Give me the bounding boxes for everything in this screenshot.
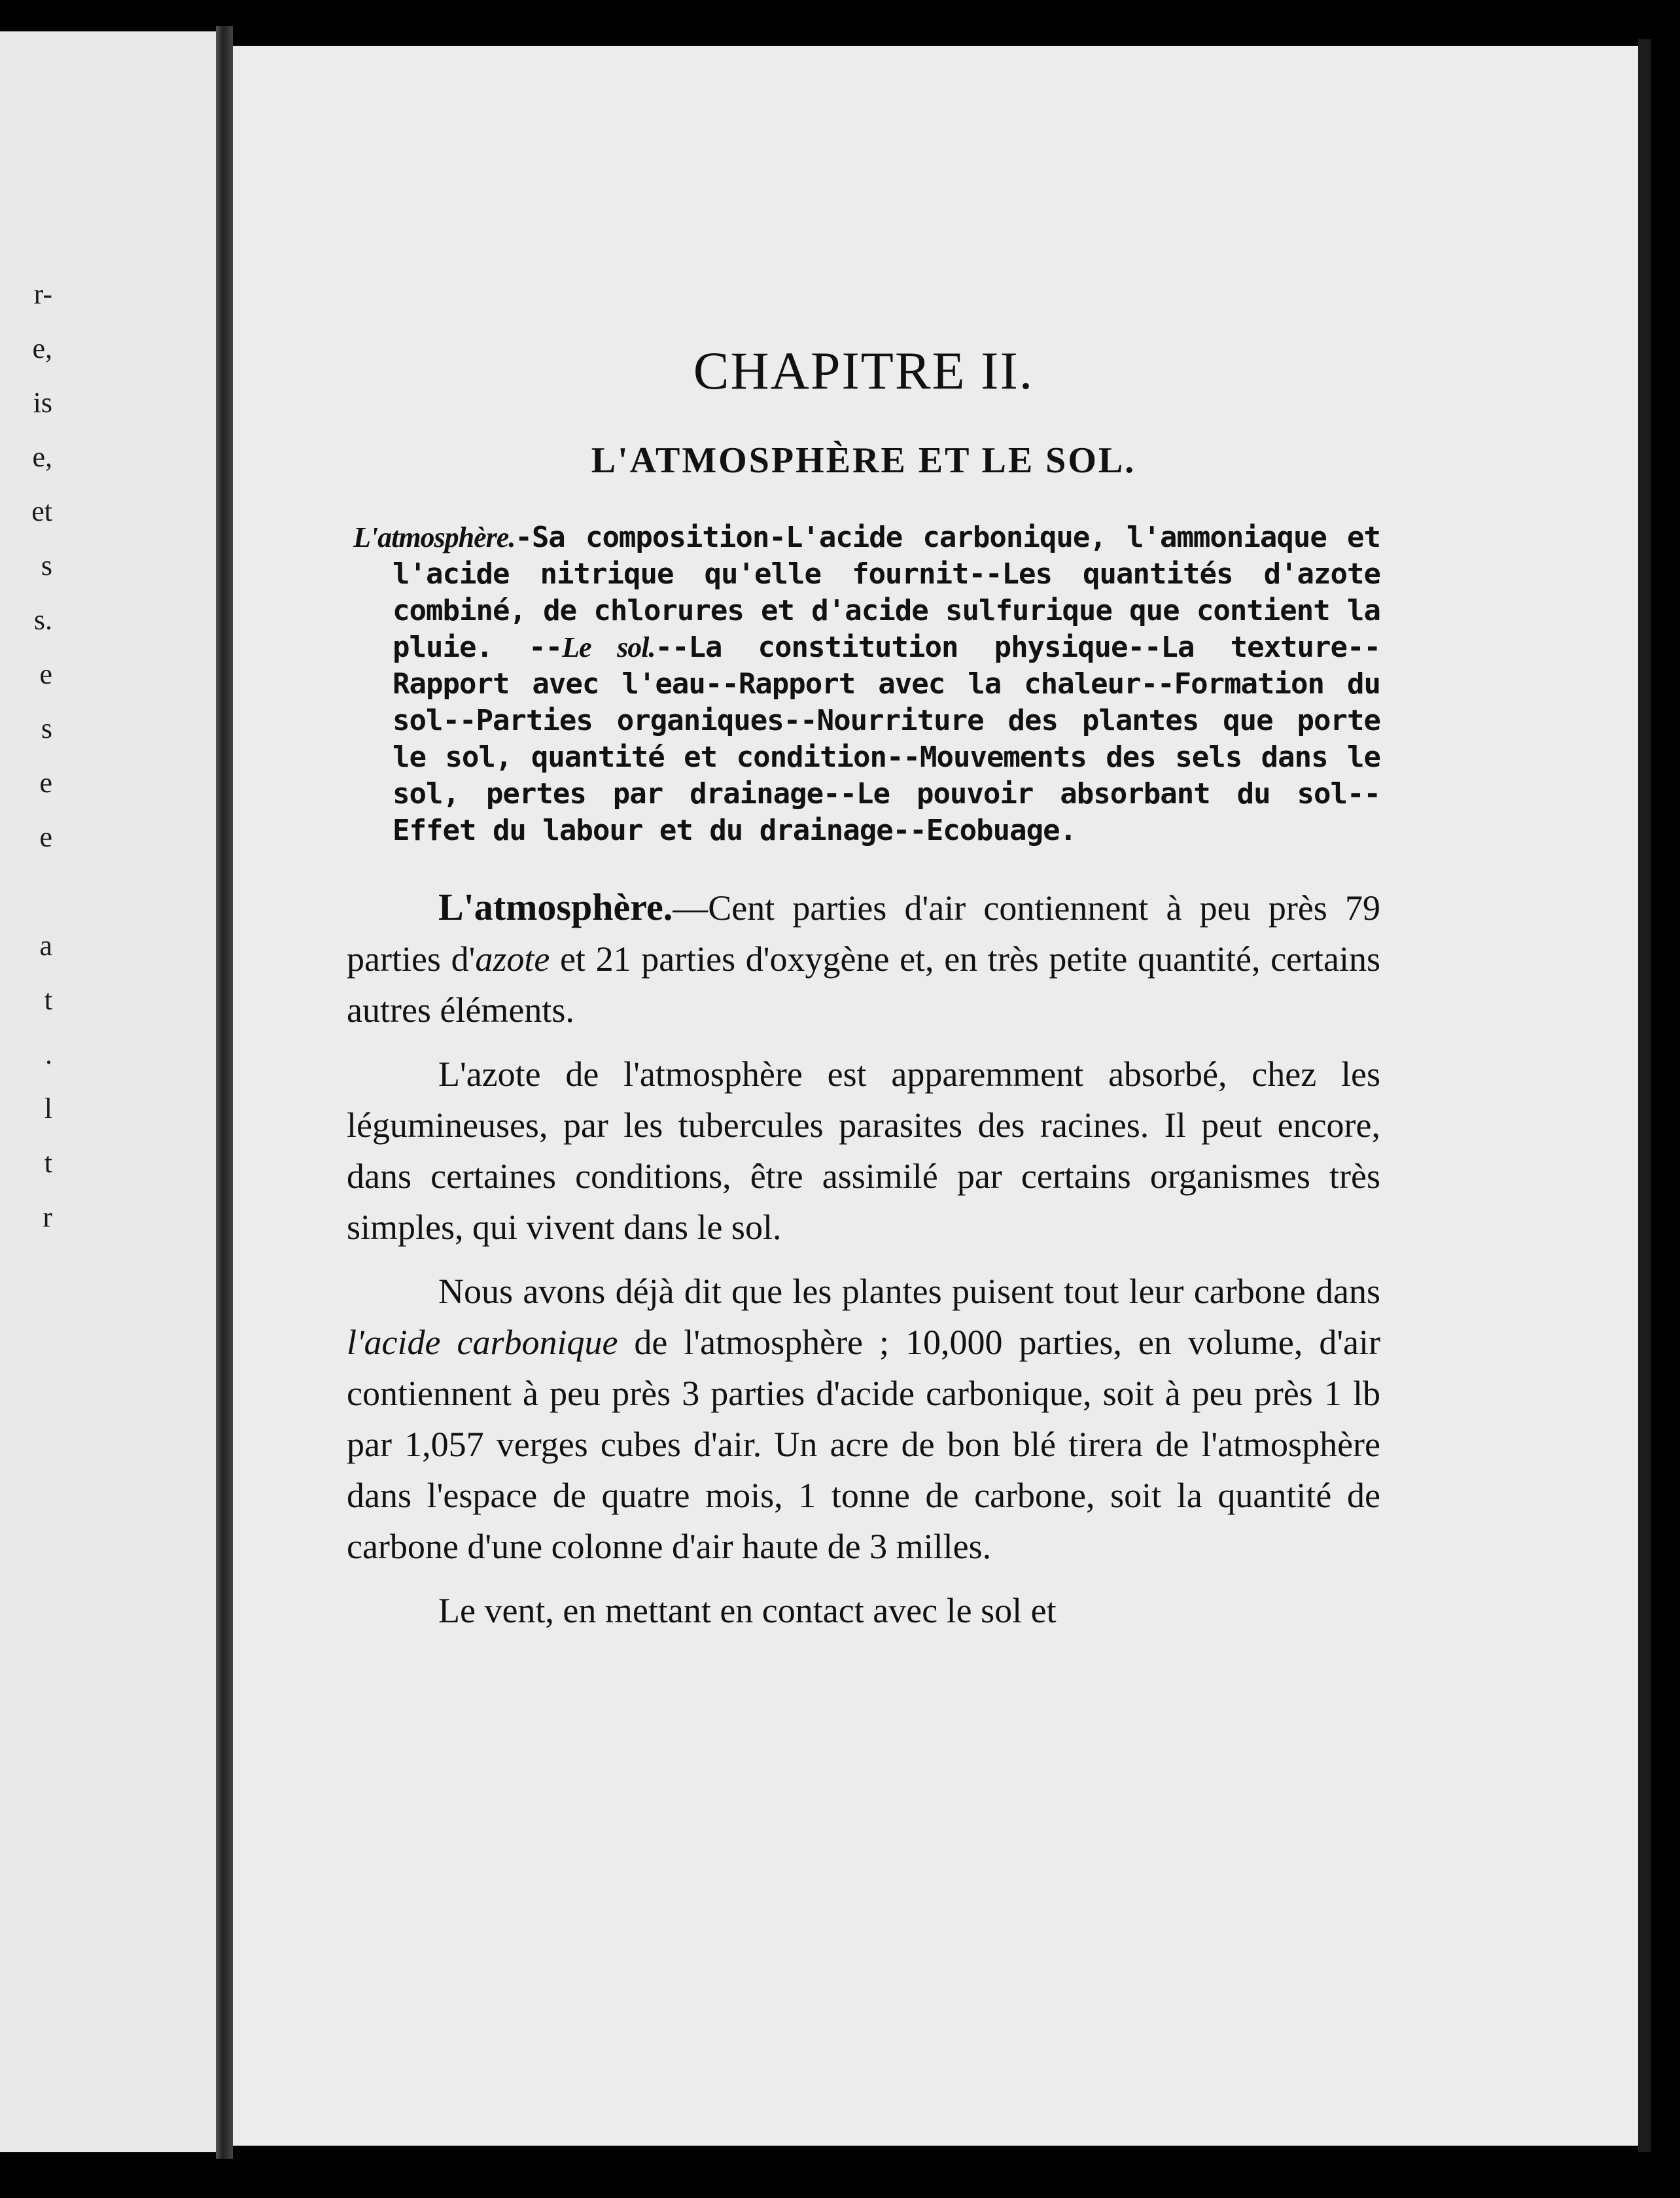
fragment-line: e [39,658,52,690]
paragraph-text: —Cent parties d'air contiennent à peu près 79 parties d' [347,888,1380,979]
fragment-line [0,864,52,918]
fragment-line: s [41,712,52,744]
summary-text-atmosphere: -Sa composition-L'acide carbonique, l'ammoniaque et l'acide nitrique qu'elle fournit--Les quantités d'azote combiné, de chlorures et d'acide sulfurique que contient la pluie. -- [393,521,1380,664]
left-page [0,31,222,2152]
left-page-text-fragments [0,267,52,1244]
fragment-line: l [44,1092,52,1125]
fragment-line: t [44,1147,52,1179]
fragment-line: s [41,550,52,582]
section-title: L'ATMOSPHÈRE ET LE SOL. [591,440,1136,481]
page-content [347,340,1380,1649]
chapter-summary [353,519,1380,849]
fragment-line: e, [32,441,52,473]
summary-lead-sol: Le sol. [562,631,656,663]
paragraph-vent: Le vent, en mettant en contact avec le sol et [438,1591,1057,1630]
fragment-line: et [31,495,52,527]
fragment-line: s. [33,604,52,636]
fragment-line: a [39,930,52,962]
paragraph-atmosphere [347,882,1380,1036]
fragment-line: . [45,1038,52,1070]
summary-text-sol: --La constitution physique--La texture--Rapport avec l'eau--Rapport avec la chaleur--Formation du sol--Parties organiques--Nourriture des plantes que porte le sol, quantité et condition--Mouvements des sels dans le sol, pertes par drainage--Le pouvoir absorbant du sol--Effet du labour et du drainage--Ecobuage. [393,631,1380,847]
chapter-title: CHAPITRE II. [693,341,1034,400]
paragraph-carbone [347,1266,1380,1572]
fragment-line: t [44,984,52,1016]
fragment-line: is [33,387,52,419]
fragment-line: e [39,767,52,799]
summary-lead-atmosphere: L'atmosphère. [353,521,516,553]
page-edge-shadow [1638,39,1651,2152]
paragraph-italic: azote [475,939,550,979]
fragment-line: r [43,1201,52,1233]
paragraph-text: et 21 parties d'oxygène et, en très petite quantité, certains autres éléments. [347,939,1380,1030]
paragraph-text: de l'atmosphère ; 10,000 parties, en volume, d'air contiennent à peu près 3 parties d'acide carbonique, soit à peu près 1 lb par 1,057 verges cubes d'air. Un acre de bon blé tirera de l'atmosphère dans l'espace de quatre mois, 1 tonne de carbone, soit la quantité de carbone d'une colonne d'air haute de 3 milles. [347,1323,1380,1566]
paragraph-text: Nous avons déjà dit que les plantes puisent tout leur carbone dans [438,1272,1380,1311]
paragraph-azote: L'azote de l'atmosphère est apparemment absorbé, chez les légumineuses, par les tubercules parasites des racines. Il peut encore, dans certaines conditions, être assimilé par certains organismes très simples, qui vivent dans le sol. [347,1055,1380,1247]
fragment-line: e [39,821,52,853]
fragment-line: e, [32,332,52,364]
paragraph-lead: L'atmosphère. [438,886,673,928]
fragment-line: r- [33,278,52,310]
book-gutter [216,26,233,2159]
paragraph-italic: l'acide carbonique [347,1323,618,1362]
